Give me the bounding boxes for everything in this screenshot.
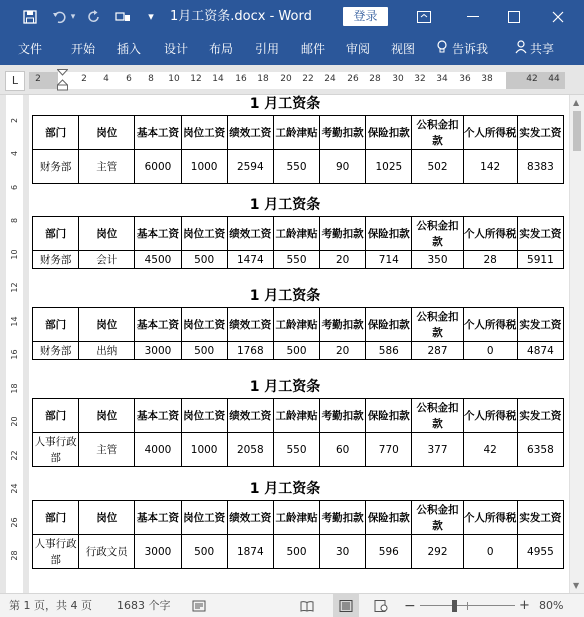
table-row xyxy=(33,251,564,269)
salary-table xyxy=(32,307,564,360)
header-cell[interactable]: 基本工资 xyxy=(135,399,181,433)
tab-design[interactable]: 设计 xyxy=(164,42,189,56)
data-cell[interactable]: 8383 xyxy=(517,150,563,184)
header-cell[interactable]: 公积金扣款 xyxy=(412,116,463,150)
ruler-number: 4 xyxy=(103,74,109,84)
ruler-number: 12 xyxy=(190,74,202,84)
table-header-row xyxy=(33,399,564,433)
document-canvas[interactable] xyxy=(29,95,569,593)
header-cell[interactable]: 基本工资 xyxy=(135,116,181,150)
scroll-down-icon[interactable]: ▼ xyxy=(573,581,580,590)
data-cell[interactable]: 500 xyxy=(273,535,319,569)
header-cell[interactable]: 实发工资 xyxy=(517,399,563,433)
header-cell[interactable]: 实发工资 xyxy=(517,116,563,150)
header-cell[interactable]: 岗位 xyxy=(79,217,135,251)
data-cell[interactable]: 0 xyxy=(463,535,517,569)
header-cell[interactable]: 个人所得税 xyxy=(463,308,517,342)
table-header-row xyxy=(33,501,564,535)
data-cell[interactable]: 550 xyxy=(273,433,319,467)
ruler-bar xyxy=(0,65,584,95)
header-cell[interactable]: 绩效工资 xyxy=(227,217,273,251)
header-cell[interactable]: 个人所得税 xyxy=(463,116,517,150)
header-cell[interactable]: 考勤扣款 xyxy=(320,501,366,535)
header-cell[interactable]: 实发工资 xyxy=(517,308,563,342)
ruler-number: 6 xyxy=(10,184,19,191)
data-cell[interactable]: 行政文员 xyxy=(79,535,135,569)
status-bar xyxy=(0,593,584,617)
data-cell[interactable]: 1474 xyxy=(227,251,273,269)
header-cell[interactable]: 岗位工资 xyxy=(181,399,227,433)
ruler-number: 16 xyxy=(10,349,19,360)
indent-marker-icon[interactable] xyxy=(57,69,68,91)
header-cell[interactable]: 保险扣款 xyxy=(366,217,412,251)
data-cell[interactable]: 550 xyxy=(273,251,319,269)
table-header-row xyxy=(33,116,564,150)
data-cell[interactable]: 主管 xyxy=(79,150,135,184)
data-cell[interactable]: 财务部 xyxy=(33,251,79,269)
data-cell[interactable]: 20 xyxy=(320,342,366,360)
slip-title: 1 月工资条 xyxy=(249,96,321,112)
zoom-level[interactable]: 80% xyxy=(539,599,564,612)
customize-toolbar-icon[interactable]: ▾ xyxy=(148,10,154,23)
slip-title: 1 月工资条 xyxy=(249,481,321,497)
lightbulb-icon xyxy=(436,34,448,66)
data-cell[interactable]: 42 xyxy=(463,433,517,467)
data-cell[interactable]: 人事行政部 xyxy=(33,433,79,467)
header-cell[interactable]: 绩效工资 xyxy=(227,308,273,342)
header-cell[interactable]: 保险扣款 xyxy=(366,399,412,433)
vertical-ruler[interactable] xyxy=(6,95,23,593)
data-cell[interactable]: 500 xyxy=(181,535,227,569)
ruler-number: 18 xyxy=(10,383,19,394)
table-row xyxy=(33,150,564,184)
tab-references[interactable]: 引用 xyxy=(255,42,280,56)
data-cell[interactable]: 4000 xyxy=(135,433,181,467)
header-cell[interactable]: 岗位 xyxy=(79,501,135,535)
undo-dropdown-icon[interactable]: ▾ xyxy=(70,11,76,22)
data-cell[interactable]: 1000 xyxy=(181,433,227,467)
header-cell[interactable]: 岗位工资 xyxy=(181,217,227,251)
header-cell[interactable]: 公积金扣款 xyxy=(412,399,463,433)
data-cell[interactable]: 502 xyxy=(412,150,463,184)
data-cell[interactable]: 377 xyxy=(412,433,463,467)
data-cell[interactable]: 30 xyxy=(320,535,366,569)
data-cell[interactable]: 714 xyxy=(366,251,412,269)
tab-home[interactable]: 开始 xyxy=(71,42,96,56)
data-cell[interactable]: 500 xyxy=(181,251,227,269)
header-cell[interactable]: 个人所得税 xyxy=(463,217,517,251)
header-cell[interactable]: 工龄津贴 xyxy=(273,217,319,251)
language-icon[interactable] xyxy=(192,594,206,617)
ruler-number: 16 xyxy=(235,74,247,84)
minimize-icon[interactable] xyxy=(453,0,493,33)
header-cell[interactable]: 岗位工资 xyxy=(181,116,227,150)
title-bar xyxy=(0,0,584,33)
table-row xyxy=(33,535,564,569)
header-cell[interactable]: 考勤扣款 xyxy=(320,116,366,150)
header-cell[interactable]: 公积金扣款 xyxy=(412,501,463,535)
slip-title: 1 月工资条 xyxy=(249,197,321,213)
data-cell[interactable]: 主管 xyxy=(79,433,135,467)
data-cell[interactable]: 1000 xyxy=(181,150,227,184)
zoom-slider-thumb[interactable] xyxy=(452,600,457,612)
ruler-number: 28 xyxy=(369,74,381,84)
data-cell[interactable]: 6358 xyxy=(517,433,563,467)
header-cell[interactable]: 实发工资 xyxy=(517,217,563,251)
data-cell[interactable]: 586 xyxy=(366,342,412,360)
header-cell[interactable]: 公积金扣款 xyxy=(412,308,463,342)
close-icon[interactable] xyxy=(538,0,578,33)
data-cell[interactable]: 1768 xyxy=(227,342,273,360)
data-cell[interactable]: 财务部 xyxy=(33,342,79,360)
ruler-number: 22 xyxy=(10,450,19,461)
table-header-row xyxy=(33,308,564,342)
data-cell[interactable]: 20 xyxy=(320,251,366,269)
data-cell[interactable]: 会计 xyxy=(79,251,135,269)
vertical-scrollbar[interactable] xyxy=(569,95,584,593)
table-row xyxy=(33,342,564,360)
data-cell[interactable]: 财务部 xyxy=(33,150,79,184)
header-cell[interactable]: 部门 xyxy=(33,217,79,251)
tab-view[interactable]: 视图 xyxy=(391,42,416,56)
tab-insert[interactable]: 插入 xyxy=(117,42,142,56)
tab-layout[interactable]: 布局 xyxy=(209,42,234,56)
tell-me-button[interactable] xyxy=(436,33,488,65)
ruler-number: 6 xyxy=(126,74,132,84)
header-cell[interactable]: 考勤扣款 xyxy=(320,399,366,433)
salary-table xyxy=(32,115,564,184)
salary-table xyxy=(32,216,564,269)
ribbon-display-options-icon[interactable] xyxy=(404,0,444,33)
header-cell[interactable]: 基本工资 xyxy=(135,501,181,535)
document-title: 1月工资条.docx - Word xyxy=(170,9,312,24)
horizontal-ruler[interactable] xyxy=(29,72,565,89)
header-cell[interactable]: 工龄津贴 xyxy=(273,399,319,433)
scroll-thumb[interactable] xyxy=(573,111,581,151)
data-cell[interactable]: 770 xyxy=(366,433,412,467)
data-cell[interactable]: 500 xyxy=(181,342,227,360)
zoom-out-button[interactable]: − xyxy=(404,598,416,614)
ribbon-tabs xyxy=(0,33,584,65)
header-cell[interactable]: 基本工资 xyxy=(135,308,181,342)
salary-table xyxy=(32,500,564,569)
slip-title: 1 月工资条 xyxy=(249,379,321,395)
login-button[interactable]: 登录 xyxy=(343,7,388,26)
header-cell[interactable]: 绩效工资 xyxy=(227,501,273,535)
data-cell[interactable]: 4874 xyxy=(517,342,563,360)
header-cell[interactable]: 部门 xyxy=(33,399,79,433)
tell-me-label: 告诉我 xyxy=(452,42,489,56)
ruler-number: 2 xyxy=(10,117,19,124)
redo-icon[interactable] xyxy=(82,0,106,33)
data-cell[interactable]: 2594 xyxy=(227,150,273,184)
ruler-number: 12 xyxy=(10,282,19,293)
data-cell[interactable]: 2058 xyxy=(227,433,273,467)
data-cell[interactable]: 人事行政部 xyxy=(33,535,79,569)
ruler-number: 32 xyxy=(414,74,426,84)
data-cell[interactable]: 287 xyxy=(412,342,463,360)
data-cell[interactable]: 500 xyxy=(273,342,319,360)
data-cell[interactable]: 6000 xyxy=(135,150,181,184)
ruler-number: 28 xyxy=(10,550,19,561)
data-cell[interactable]: 3000 xyxy=(135,535,181,569)
header-cell[interactable]: 考勤扣款 xyxy=(320,308,366,342)
ruler-number: 42 xyxy=(526,74,538,84)
header-cell[interactable]: 岗位 xyxy=(79,116,135,150)
data-cell[interactable]: 292 xyxy=(412,535,463,569)
slip-title: 1 月工资条 xyxy=(249,288,321,304)
table-row xyxy=(33,433,564,467)
ruler-number: 20 xyxy=(10,416,19,427)
ruler-number: 20 xyxy=(280,74,292,84)
share-label: 共享 xyxy=(530,42,555,56)
ruler-number: 8 xyxy=(10,217,19,224)
data-cell[interactable]: 550 xyxy=(273,150,319,184)
salary-table xyxy=(32,398,564,467)
header-cell[interactable]: 工龄津贴 xyxy=(273,308,319,342)
data-cell[interactable]: 142 xyxy=(463,150,517,184)
page-indicator[interactable]: 第 1 页，共 4 页 xyxy=(9,599,92,612)
maximize-icon[interactable] xyxy=(494,0,534,33)
data-cell[interactable]: 350 xyxy=(412,251,463,269)
header-cell[interactable]: 部门 xyxy=(33,501,79,535)
ruler-number: 14 xyxy=(212,74,224,84)
touch-mode-icon[interactable] xyxy=(111,0,135,33)
person-icon xyxy=(515,34,527,66)
read-mode-icon[interactable] xyxy=(300,594,314,617)
header-cell[interactable]: 个人所得税 xyxy=(463,501,517,535)
ruler-number: 14 xyxy=(10,316,19,327)
data-cell[interactable]: 4500 xyxy=(135,251,181,269)
tab-file[interactable]: 文件 xyxy=(18,42,43,56)
data-cell[interactable]: 3000 xyxy=(135,342,181,360)
header-cell[interactable]: 部门 xyxy=(33,116,79,150)
ruler-number: 34 xyxy=(436,74,448,84)
ruler-number: 2 xyxy=(81,74,87,84)
ruler-number: 8 xyxy=(148,74,154,84)
header-cell[interactable]: 岗位工资 xyxy=(181,501,227,535)
ruler-number: 10 xyxy=(168,74,180,84)
header-cell[interactable]: 保险扣款 xyxy=(366,501,412,535)
data-cell[interactable]: 出纳 xyxy=(79,342,135,360)
ruler-number: 44 xyxy=(548,74,560,84)
data-cell[interactable]: 5911 xyxy=(517,251,563,269)
ruler-number: 24 xyxy=(324,74,336,84)
header-cell[interactable]: 绩效工资 xyxy=(227,399,273,433)
header-cell[interactable]: 个人所得税 xyxy=(463,399,517,433)
data-cell[interactable]: 0 xyxy=(463,342,517,360)
ruler-number: 26 xyxy=(347,74,359,84)
ruler-number: 4 xyxy=(10,150,19,157)
save-icon[interactable] xyxy=(18,0,42,33)
tab-review[interactable]: 审阅 xyxy=(346,42,371,56)
ruler-number: 30 xyxy=(392,74,404,84)
header-cell[interactable]: 考勤扣款 xyxy=(320,217,366,251)
zoom-in-button[interactable]: + xyxy=(519,598,530,613)
header-cell[interactable]: 保险扣款 xyxy=(366,308,412,342)
print-layout-icon[interactable] xyxy=(333,594,359,617)
header-cell[interactable]: 公积金扣款 xyxy=(412,217,463,251)
data-cell[interactable]: 1874 xyxy=(227,535,273,569)
header-cell[interactable]: 岗位 xyxy=(79,399,135,433)
header-cell[interactable]: 部门 xyxy=(33,308,79,342)
header-cell[interactable]: 保险扣款 xyxy=(366,116,412,150)
header-cell[interactable]: 岗位工资 xyxy=(181,308,227,342)
tab-mailings[interactable]: 邮件 xyxy=(301,42,326,56)
data-cell[interactable]: 4955 xyxy=(517,535,563,569)
zoom-slider-center-mark xyxy=(467,602,468,610)
header-cell[interactable]: 基本工资 xyxy=(135,217,181,251)
data-cell[interactable]: 60 xyxy=(320,433,366,467)
word-count[interactable]: 1683 个字 xyxy=(117,599,171,612)
scroll-up-icon[interactable]: ▲ xyxy=(573,98,580,107)
tab-selector[interactable]: L xyxy=(5,71,25,91)
header-cell[interactable]: 工龄津贴 xyxy=(273,116,319,150)
ruler-number: 24 xyxy=(10,483,19,494)
ruler-number: 18 xyxy=(257,74,269,84)
data-cell[interactable]: 28 xyxy=(463,251,517,269)
data-cell[interactable]: 596 xyxy=(366,535,412,569)
header-cell[interactable]: 工龄津贴 xyxy=(273,501,319,535)
header-cell[interactable]: 绩效工资 xyxy=(227,116,273,150)
data-cell[interactable]: 90 xyxy=(320,150,366,184)
header-cell[interactable]: 岗位 xyxy=(79,308,135,342)
header-cell[interactable]: 实发工资 xyxy=(517,501,563,535)
ruler-number: 10 xyxy=(10,249,19,260)
ruler-number: 36 xyxy=(459,74,471,84)
data-cell[interactable]: 1025 xyxy=(366,150,412,184)
ruler-number: 22 xyxy=(302,74,314,84)
ruler-number: 2 xyxy=(35,74,41,84)
ruler-number: 26 xyxy=(10,517,19,528)
ruler-number: 38 xyxy=(481,74,493,84)
web-layout-icon[interactable] xyxy=(374,594,388,617)
share-button[interactable] xyxy=(515,33,554,65)
table-header-row xyxy=(33,217,564,251)
